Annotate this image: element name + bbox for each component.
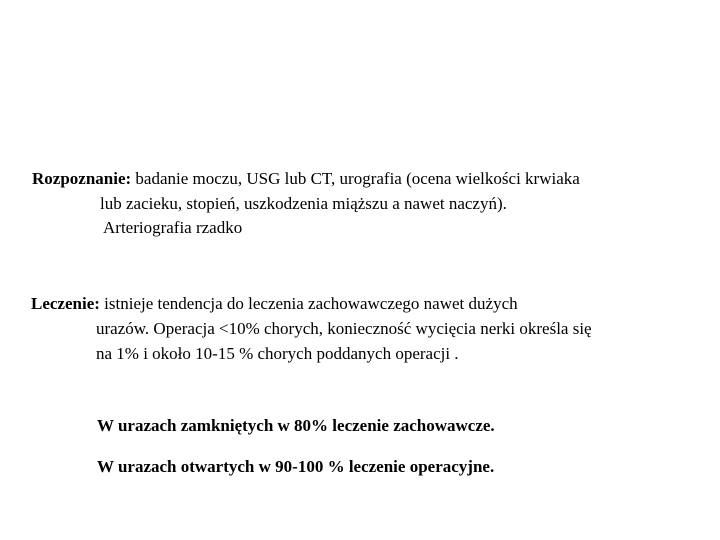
diagnosis-text-1: badanie moczu, USG lub CT, urografia (ocena wielkości krwiaka (131, 169, 580, 188)
treatment-line-1 (31, 292, 518, 316)
diagnosis-line-1 (32, 167, 580, 191)
treatment-text-1: istnieje tendencja do leczenia zachowawczego nawet dużych (99, 294, 518, 313)
diagnosis-line-2: lub zacieku, stopień, uszkodzenia miąższu a nawet naczyń). (100, 194, 507, 213)
closed-injuries-note: W urazach zamkniętych w 80% leczenie zachowawcze. (97, 416, 495, 435)
treatment-line-2: urazów. Operacja <10% chorych, konieczność wycięcia nerki określa się (96, 319, 592, 338)
diagnosis-label: Rozpoznanie: (32, 169, 132, 188)
treatment-line-3: na 1% i około 10-15 % chorych poddanych operacji . (96, 344, 459, 363)
diagnosis-line-3: Arteriografia rzadko (103, 218, 243, 237)
open-injuries-note: W urazach otwartych w 90-100 % leczenie operacyjne. (97, 457, 495, 476)
treatment-label: Leczenie: (31, 294, 100, 313)
